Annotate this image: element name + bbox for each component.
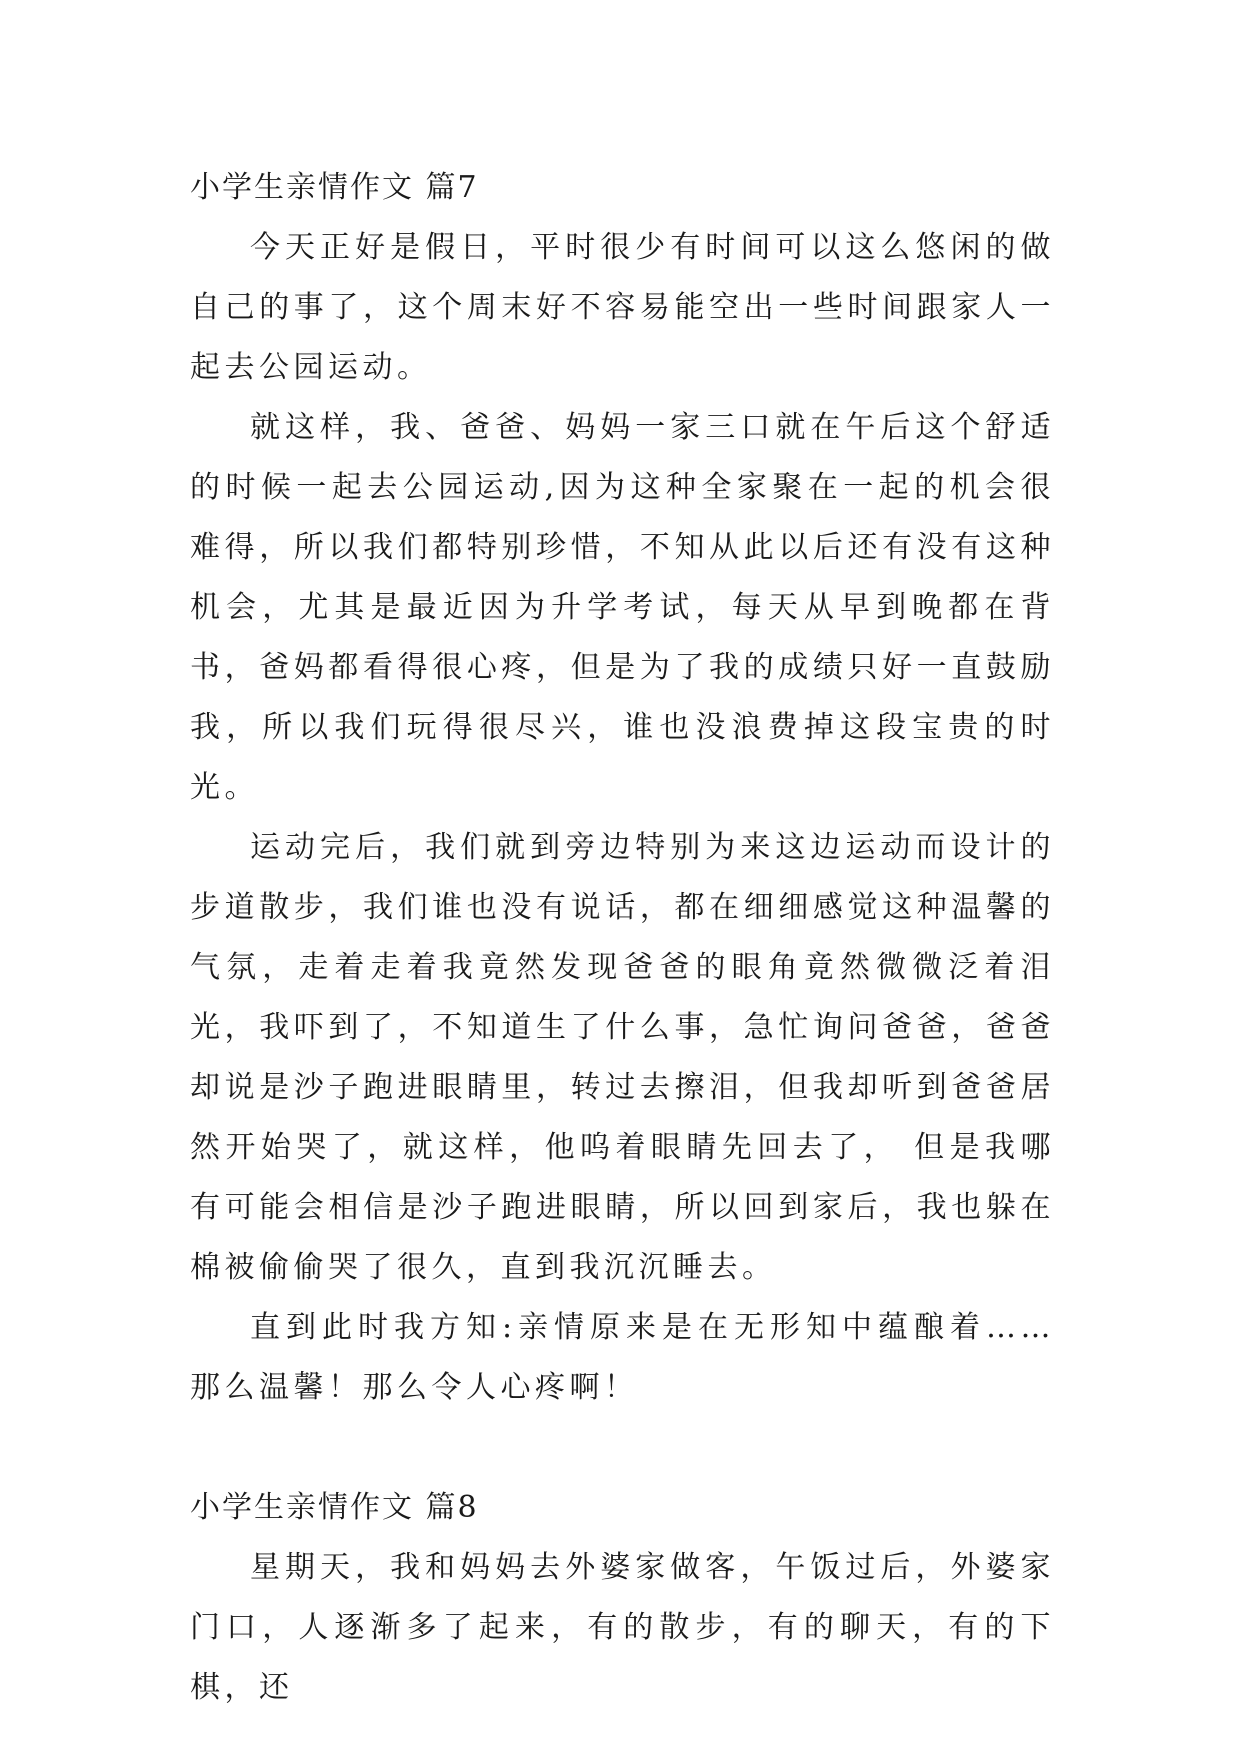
paragraph: 直到此时我方知:亲情原来是在无形知中蕴酿着……那么温馨！那么令人心疼啊！ <box>190 1310 1055 1405</box>
paragraph: 就这样，我、爸爸、妈妈一家三口就在午后这个舒适的时候一起去公园运动,因为这种全家聚在一起的机会很难得，所以我们都特别珍惜，不知从此以后还有没有这种机会，尤其是最近因为升学考试，每天从早到晚都在背书，爸妈都看得很心疼，但是为了我的成绩只好一直鼓励我，所以我们玩得很尽兴，谁也没浪费掉这段宝贵的时光。 <box>190 410 1055 805</box>
section-heading: 小学生亲情作文 篇8 <box>190 1490 479 1525</box>
section-spacer <box>190 1418 1055 1478</box>
paragraph: 运动完后，我们就到旁边特别为来这边运动而设计的步道散步，我们谁也没有说话，都在细细感觉这种温馨的气氛，走着走着我竟然发现爸爸的眼角竟然微微泛着泪光，我吓到了，不知道生了什么事，急忙询问爸爸，爸爸却说是沙子跑进眼睛里，转过去擦泪，但我却听到爸爸居然开始哭了，就这样，他呜着眼睛先回去了， 但是我哪有可能会相信是沙子跑进眼睛，所以回到家后，我也躲在棉被偷偷哭了很久，直到我沉沉睡去。 <box>190 830 1055 1285</box>
document-body <box>190 158 1055 1718</box>
section-heading: 小学生亲情作文 篇7 <box>190 170 479 205</box>
essay-section-8 <box>190 1478 1055 1718</box>
essay-section-7 <box>190 158 1055 1418</box>
paragraph: 今天正好是假日，平时很少有时间可以这么悠闲的做自己的事了，这个周末好不容易能空出一些时间跟家人一起去公园运动。 <box>190 230 1055 385</box>
paragraph: 星期天，我和妈妈去外婆家做客，午饭过后，外婆家门口，人逐渐多了起来，有的散步，有的聊天，有的下棋，还 <box>190 1550 1055 1705</box>
